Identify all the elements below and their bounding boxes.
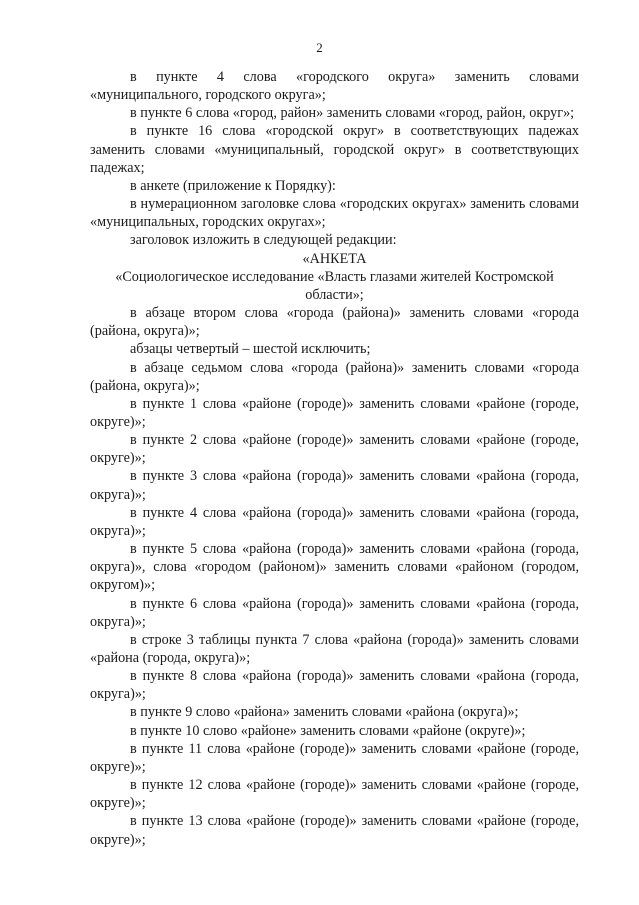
centered-heading-line: «АНКЕТА <box>302 250 367 267</box>
document-paragraph: в пункте 6 слова «района (города)» заменить словами «района (города, округа)»; <box>90 595 579 630</box>
document-paragraph: в пункте 9 слово «района» заменить словами «района (округа)»; <box>130 704 519 721</box>
document-paragraph: в пункте 6 слова «город, район» заменить словами «город, район, округ»; <box>130 105 575 122</box>
document-paragraph: в пункте 4 слова «района (города)» заменить словами «района (города, округа)»; <box>90 504 579 539</box>
document-paragraph: в пункте 1 слова «районе (городе)» заменить словами «районе (городе, округе)»; <box>90 395 579 430</box>
document-paragraph: в пункте 4 слова «городского округа» заменить словами «муниципального, городского округа»; <box>90 69 579 104</box>
document-paragraph: в нумерационном заголовке слова «городских округах» заменить словами «муниципальных, городских округах»; <box>90 196 579 231</box>
document-body <box>90 68 579 849</box>
document-paragraph: в пункте 3 слова «района (города)» заменить словами «района (города, округа)»; <box>90 468 579 503</box>
document-paragraph: в пункте 13 слова «районе (городе)» заменить словами «районе (городе, округе)»; <box>90 813 579 848</box>
document-paragraph: в пункте 10 слово «районе» заменить словами «районе (округе)»; <box>130 722 526 739</box>
document-paragraph: в абзаце седьмом слова «города (района)» заменить словами «города (района, округа)»; <box>90 359 579 394</box>
document-paragraph: в анкете (приложение к Порядку): <box>130 177 336 194</box>
document-paragraph: в пункте 11 слова «районе (городе)» заменить словами «районе (городе, округе)»; <box>90 740 579 775</box>
centered-heading-line: «Социологическое исследование «Власть глазами жителей Костромской области»; <box>115 268 554 303</box>
document-paragraph: абзацы четвертый – шестой исключить; <box>130 341 371 358</box>
document-paragraph: в пункте 5 слова «района (города)» заменить словами «района (города, округа)», слова «городом (районом)» заменить словами «районом (городом, округом)»; <box>90 541 579 594</box>
document-paragraph: в абзаце втором слова «города (района)» заменить словами «города (района, округа)»; <box>90 305 579 340</box>
document-paragraph: в пункте 16 слова «городской округ» в соответствующих падежах заменить словами «муниципальный, городской округ» в соответствующих падежах; <box>90 123 579 176</box>
document-paragraph: в пункте 12 слова «районе (городе)» заменить словами «районе (городе, округе)»; <box>90 777 579 812</box>
page-number: 2 <box>316 40 323 55</box>
document-paragraph: в пункте 2 слова «районе (городе)» заменить словами «районе (городе, округе)»; <box>90 432 579 467</box>
document-paragraph: в пункте 8 слова «района (города)» заменить словами «района (города, округа)»; <box>90 668 579 703</box>
document-paragraph: в строке 3 таблицы пункта 7 слова «района (города)» заменить словами «района (города, округа)»; <box>90 631 579 666</box>
document-paragraph: заголовок изложить в следующей редакции: <box>130 232 397 249</box>
